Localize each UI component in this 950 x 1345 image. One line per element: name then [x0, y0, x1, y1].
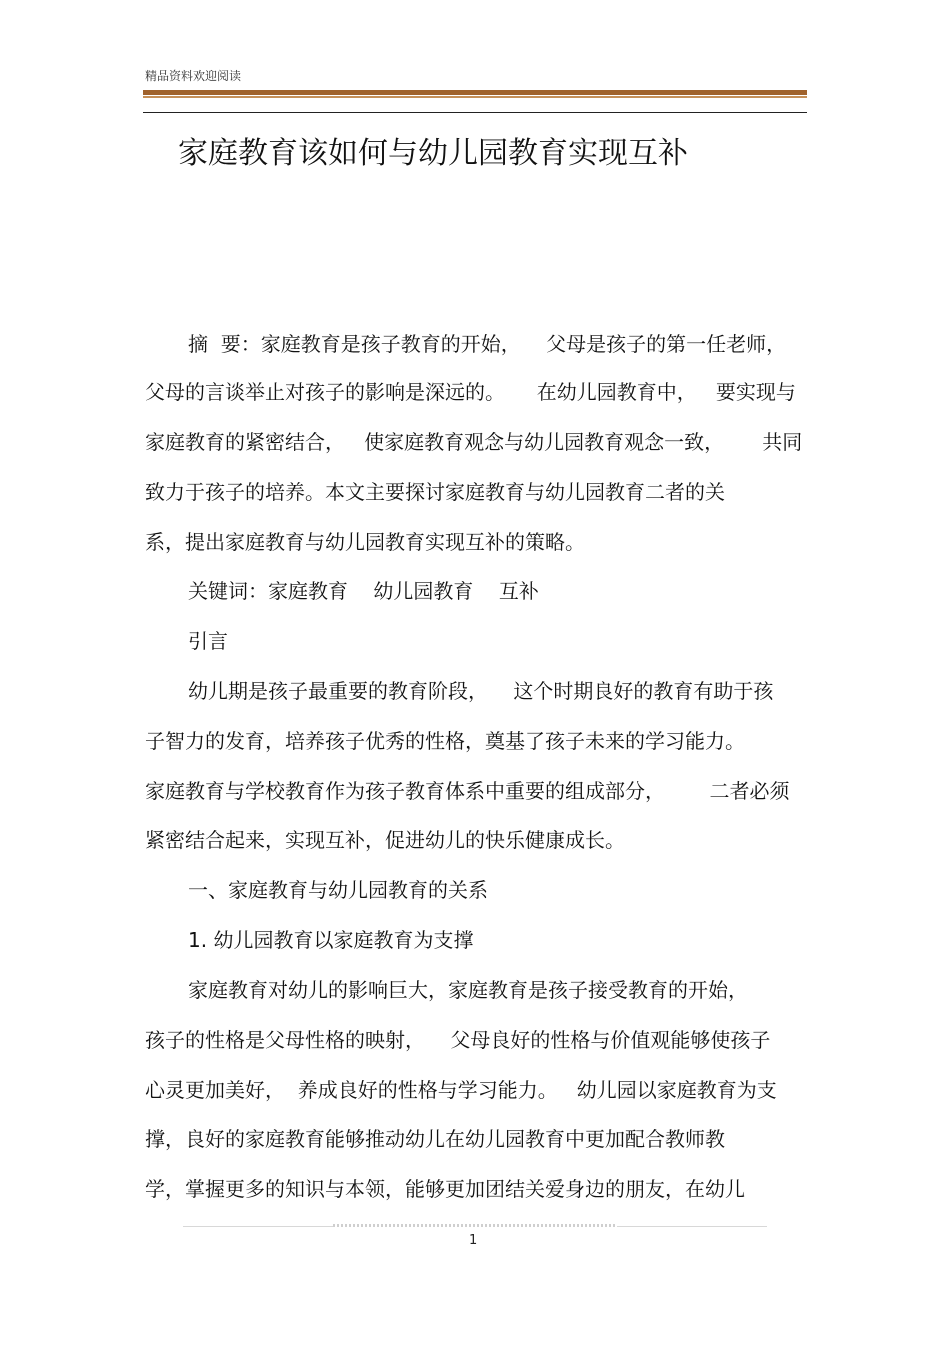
intro-line-3: 家庭教育与学校教育作为孩子教育体系中重要的组成部分， 二者必须: [145, 779, 790, 803]
body-line-4: 撑，良好的家庭教育能够推动幼儿在幼儿园教育中更加配合教师教: [145, 1127, 725, 1151]
abstract-line-1: 摘 要：家庭教育是孩子教育的开始， 父母是孩子的第一任老师，: [188, 332, 787, 356]
page-number: 1: [469, 1233, 478, 1248]
abstract-line-2: 父母的言谈举止对孩子的影响是深远的。 在幼儿园教育中， 要实现与: [145, 380, 796, 404]
header-rule-accent: [143, 96, 807, 98]
abstract-line-3: 家庭教育的紧密结合， 使家庭教育观念与幼儿园教育观念一致， 共同: [145, 430, 803, 454]
abstract-line-5: 系，提出家庭教育与幼儿园教育实现互补的策略。: [145, 530, 585, 554]
intro-line-2: 子智力的发育，培养孩子优秀的性格，奠基了孩子未来的学习能力。: [145, 729, 745, 753]
body-line-3: 心灵更加美好， 养成良好的性格与学习能力。 幼儿园以家庭教育为支: [145, 1078, 777, 1102]
body-line-2: 孩子的性格是父母性格的映射， 父母良好的性格与价值观能够使孩子: [145, 1028, 771, 1052]
footer-rule-dotted: [333, 1224, 617, 1227]
header-text: 精品资料欢迎阅读: [145, 69, 242, 83]
intro-line-1: 幼儿期是孩子最重要的教育阶段， 这个时期良好的教育有助于孩: [188, 679, 774, 703]
header-rule-thin: [143, 112, 807, 113]
document-title: 家庭教育该如何与幼儿园教育实现互补: [178, 136, 688, 171]
section-heading-1: 一、家庭教育与幼儿园教育的关系: [188, 878, 488, 902]
intro-line-4: 紧密结合起来，实现互补，促进幼儿的快乐健康成长。: [145, 828, 625, 852]
section-heading-intro: 引言: [188, 629, 228, 653]
header-rule-thick: [143, 90, 807, 95]
body-line-1: 家庭教育对幼儿的影响巨大，家庭教育是孩子接受教育的开始，: [188, 978, 748, 1002]
subsection-heading-1-1: 1. 幼儿园教育以家庭教育为支撑: [188, 928, 474, 952]
body-line-5: 学，掌握更多的知识与本领，能够更加团结关爱身边的朋友，在幼儿: [145, 1177, 745, 1201]
keywords-line: 关键词：家庭教育 幼儿园教育 互补: [188, 579, 539, 603]
abstract-line-4: 致力于孩子的培养。本文主要探讨家庭教育与幼儿园教育二者的关: [145, 480, 725, 504]
